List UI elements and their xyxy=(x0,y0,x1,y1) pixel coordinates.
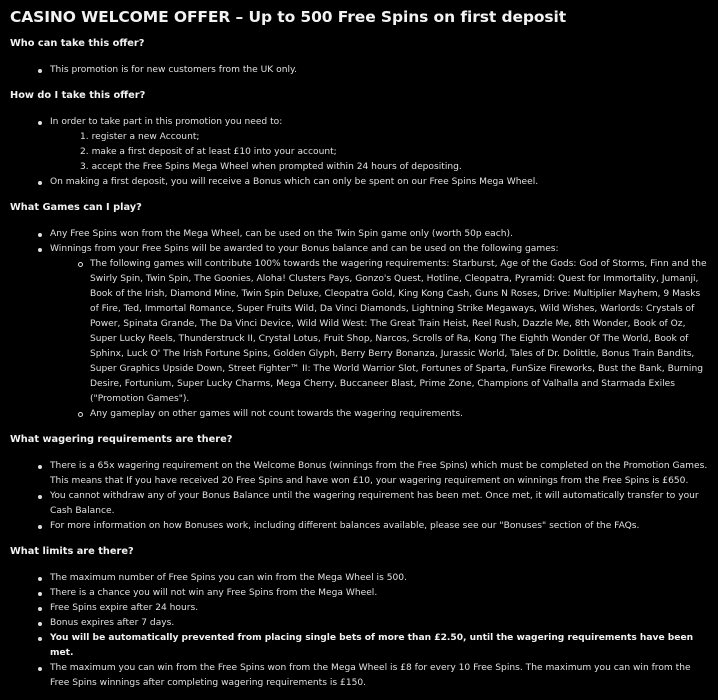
list-item: Bonus expires after 7 days. xyxy=(50,616,708,631)
list-item: On making a first deposit, you will receive a Bonus which can only be spent on our Free Spins Mega Wheel. xyxy=(50,175,708,190)
section-heading: What wagering requirements are there? xyxy=(10,434,233,445)
bullet-list xyxy=(10,63,708,78)
list-item: There is a 65x wagering requirement on the Welcome Bonus (winnings from the Free Spins) which must be completed on the Promotion Games. This means that If you have received 20 Free Spins and have won £10, your wagering requirement on winnings from the Free Spins is £650. xyxy=(50,459,708,489)
bullet-list xyxy=(10,227,708,422)
section-games xyxy=(10,201,708,422)
list-item: This promotion is for new customers from the UK only. xyxy=(50,63,708,78)
bullet-list xyxy=(10,459,708,534)
section-heading: How do I take this offer? xyxy=(10,90,146,101)
list-item: Free Spins expire after 24 hours. xyxy=(50,601,708,616)
sub-list xyxy=(50,257,708,422)
list-item: For more information on how Bonuses work, including different balances available, please see our "Bonuses" section of the FAQs. xyxy=(50,519,708,534)
section-who xyxy=(10,37,708,78)
list-item-text: In order to take part in this promotion you need to: xyxy=(50,117,283,127)
list-item: You cannot withdraw any of your Bonus Balance until the wagering requirement has been met. Once met, it will automatically transfer to your Cash Balance. xyxy=(50,489,708,519)
step-item: 3. accept the Free Spins Mega Wheel when prompted within 24 hours of depositing. xyxy=(80,162,462,172)
section-heading: Who can take this offer? xyxy=(10,38,145,49)
page-title: CASINO WELCOME OFFER – Up to 500 Free Spins on first deposit xyxy=(10,8,567,26)
bullet-list xyxy=(10,571,708,691)
sub-list-item: The following games will contribute 100% towards the wagering requirements: Starburst, Age of the Gods: God of Storms, Finn and the Swirly Spin, Twin Spin, The Goonies, Aloha! Clusters Pays, Gonzo's Quest, Hotline, Cleopatra, Pyramid: Quest for Immortality, Jumanji, Book of the Irish, Diamond Mine, Twin Spin Deluxe, Cleopatra Gold, King Kong Cash, Guns N Roses, Drive: Multiplier Mayhem, 9 Masks of Fire, Ted, Immortal Romance, Super Fruits Wild, Da Vinci Diamonds, Lightning Strike Megaways, Wild Wishes, Warlords: Crystals of Power, Spinata Grande, The Da Vinci Device, Wild Wild West: The Great Train Heist, Reel Rush, Dazzle Me, 8th Wonder, Book of Oz, Super Lucky Reels, Thunderstruck II, Crystal Lotus, Fruit Shop, Narcos, Scrolls of Ra, Kong The Eighth Wonder Of The World, Book of Sphinx, Luck O' The Irish Fortune Spins, Golden Glyph, Berry Berry Bonanza, Jurassic World, Tales of Dr. Dolittle, Bonus Train Bandits, Super Graphics Upside Down, Street Fighter™ II: The World Warrior Slot, Fortunes of Sparta, FunSize Fireworks, Bust the Bank, Burning Desire, Fortunium, Super Lucky Charms, Mega Cherry, Buccaneer Blast, Prime Zone, Champions of Valhalla and Starmada Exiles ("Promotion Games"). xyxy=(90,257,708,407)
list-item: The maximum number of Free Spins you can win from the Mega Wheel is 500. xyxy=(50,571,708,586)
step-item: 1. register a new Account; xyxy=(80,132,200,142)
section-limits xyxy=(10,545,708,691)
step-item: 2. make a first deposit of at least £10 into your account; xyxy=(80,147,337,157)
list-item: Any Free Spins won from the Mega Wheel, can be used on the Twin Spin game only (worth 50p each). xyxy=(50,227,708,242)
section-wagering xyxy=(10,433,708,534)
bullet-list xyxy=(10,115,708,190)
step-list xyxy=(50,130,708,175)
sub-list-item: Any gameplay on other games will not count towards the wagering requirements. xyxy=(90,407,708,422)
list-item-text: Winnings from your Free Spins will be awarded to your Bonus balance and can be used on the following games: xyxy=(50,244,559,254)
list-item-bold: You will be automatically prevented from placing single bets of more than £2.50, until the wagering requirements have been met. xyxy=(50,631,708,661)
list-item xyxy=(50,115,708,175)
list-item: There is a chance you will not win any Free Spins from the Mega Wheel. xyxy=(50,586,708,601)
section-heading: What Games can I play? xyxy=(10,202,142,213)
list-item: The maximum you can win from the Free Spins won from the Mega Wheel is £8 for every 10 Free Spins. The maximum you can win from the Free Spins winnings after completing wagering requirements is £150. xyxy=(50,661,708,691)
list-item xyxy=(50,242,708,422)
section-how xyxy=(10,89,708,190)
section-heading: What limits are there? xyxy=(10,546,134,557)
